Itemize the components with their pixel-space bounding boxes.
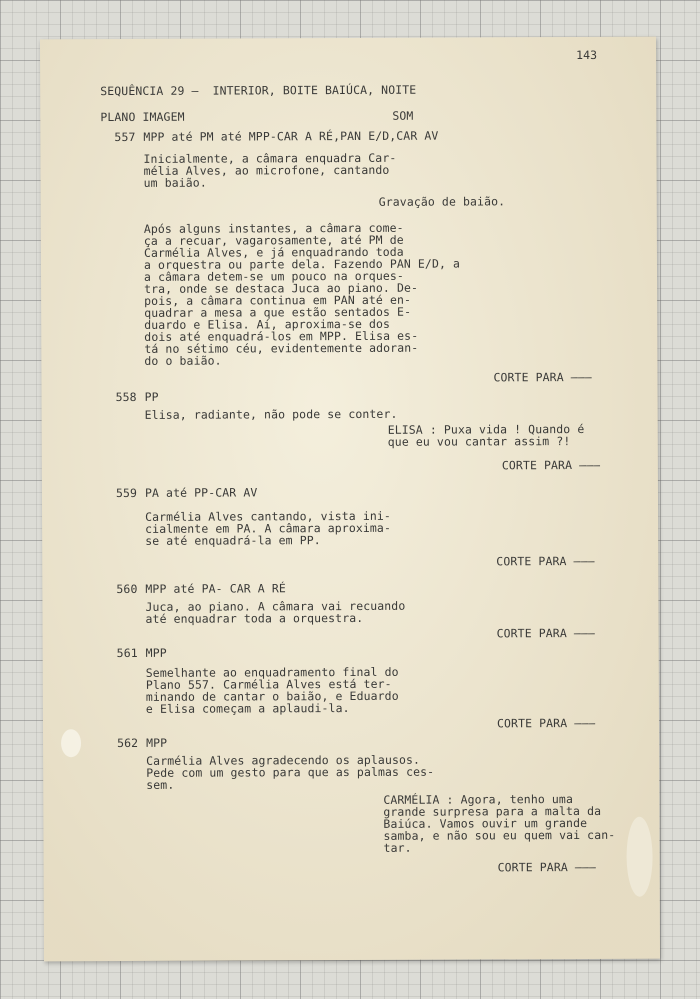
shot-number: 561 (116, 645, 138, 661)
shot-number: 559 (115, 485, 138, 501)
transition-label: CORTE PARA ——— (496, 715, 596, 731)
shot-heading: PP (144, 389, 159, 404)
shot-description-line: dois até enquadrá-los em MPP. Elisa es- (144, 328, 419, 344)
shot-description-line: Elisa, radiante, não pode se conter. (144, 406, 398, 422)
shot-description-line: mélia Alves, ao microfone, cantando (143, 162, 390, 178)
shot-description-line: se até enquadrá-la em PP. (145, 533, 321, 548)
shot-heading: MPP (145, 645, 167, 660)
dialogue-line: que eu vou cantar assim ?! (387, 434, 571, 449)
document-page (40, 37, 660, 962)
dialogue-line: ELISA : Puxa vida ! Quando é (387, 421, 585, 437)
shot-description-line: ça a recuar, vagarosamente, até PM de (143, 232, 404, 248)
paper-stain (61, 729, 81, 757)
shot-description-line: Plano 557. Carmélia Alves está ter- (145, 676, 392, 692)
sequence-heading: SEQUÊNCIA 29 — INTERIOR, BOITE BAIÚCA, NOITE (100, 82, 417, 99)
shot-description-line: sem. (146, 777, 175, 792)
shot-number: 562 (117, 735, 139, 751)
shot-description-line: e Elisa começam a aplaudi-la. (145, 701, 350, 716)
shot-heading: MPP até PA- CAR A RÉ (145, 581, 286, 596)
shot-number: 560 (116, 581, 138, 597)
paper-stain (626, 817, 652, 897)
shot-description-line: a câmara detem-se um pouco na orques- (143, 268, 404, 284)
sound-cue: Gravação de baião. (378, 194, 506, 209)
column-header-right: SOM (392, 108, 414, 123)
shot-description-line: minando de cantar o baião, e Eduardo (145, 688, 399, 704)
shot-description-line: cialmente em PA. A câmara aproxima- (145, 520, 391, 536)
page-number: 143 (576, 47, 598, 63)
shot-heading: MPP até PM até MPP-CAR A RÉ,PAN E/D,CAR AV (143, 128, 439, 144)
shot-description-line: a orquestra ou parte dela. Fazendo PAN E/D, a (143, 256, 461, 272)
shot-description-line: duardo e Elisa. Aí, aproxima-se dos (144, 316, 391, 332)
shot-description-line: Carmélia Alves agradecendo os aplausos. (146, 752, 421, 768)
shot-description-line: tá no sétimo céu, evidentemente adoran- (144, 340, 419, 356)
transition-label: CORTE PARA ——— (496, 553, 595, 569)
dialogue-line: samba, e não sou eu quem vai can- (383, 827, 616, 843)
shot-description-line: Carmélia Alves, e já enquadrando toda (143, 244, 404, 260)
shot-description-line: Após alguns instantes, a câmara come- (143, 220, 404, 236)
shot-description-line: Carmélia Alves cantando, vista ini- (145, 508, 391, 524)
transition-label: CORTE PARA ——— (501, 457, 601, 473)
shot-heading: MPP (146, 735, 168, 750)
shot-description-line: Inicialmente, a câmara enquadra Car- (143, 150, 397, 166)
shot-heading: PA até PP-CAR AV (144, 485, 258, 500)
column-header-left: PLANO IMAGEM (100, 109, 185, 125)
shot-description-line: Pede com um gesto para que as palmas ces- (146, 764, 435, 780)
shot-description-line: pois, a câmara continua em PAN até en- (144, 292, 412, 308)
dialogue-line: CARMÉLIA : Agora, tenho uma (383, 792, 573, 807)
shot-number: 558 (115, 389, 137, 405)
shot-description-line: Semelhante ao enquadramento final do (145, 664, 399, 680)
transition-label: CORTE PARA ——— (497, 859, 596, 875)
shot-description-line: quadrar a mesa a que estão sentados E- (144, 304, 412, 320)
shot-description-line: tra, onde se destaca Juca ao piano. De- (144, 280, 419, 296)
dialogue-line: grande surpresa para a malta da (383, 803, 602, 819)
shot-description-line: um baião. (143, 175, 207, 190)
transition-label: CORTE PARA ——— (496, 625, 595, 641)
shot-description-line: até enquadrar toda a orquestra. (145, 610, 364, 626)
dialogue-line: tar. (383, 840, 412, 855)
transition-label: CORTE PARA ——— (493, 369, 592, 385)
shot-description-line: do o baião. (144, 353, 222, 368)
shot-description-line: Juca, ao piano. A câmara vai recuando (145, 598, 406, 614)
dialogue-line: Baiúca. Vamos ouvir um grande (383, 815, 588, 831)
shot-number: 557 (114, 129, 136, 145)
